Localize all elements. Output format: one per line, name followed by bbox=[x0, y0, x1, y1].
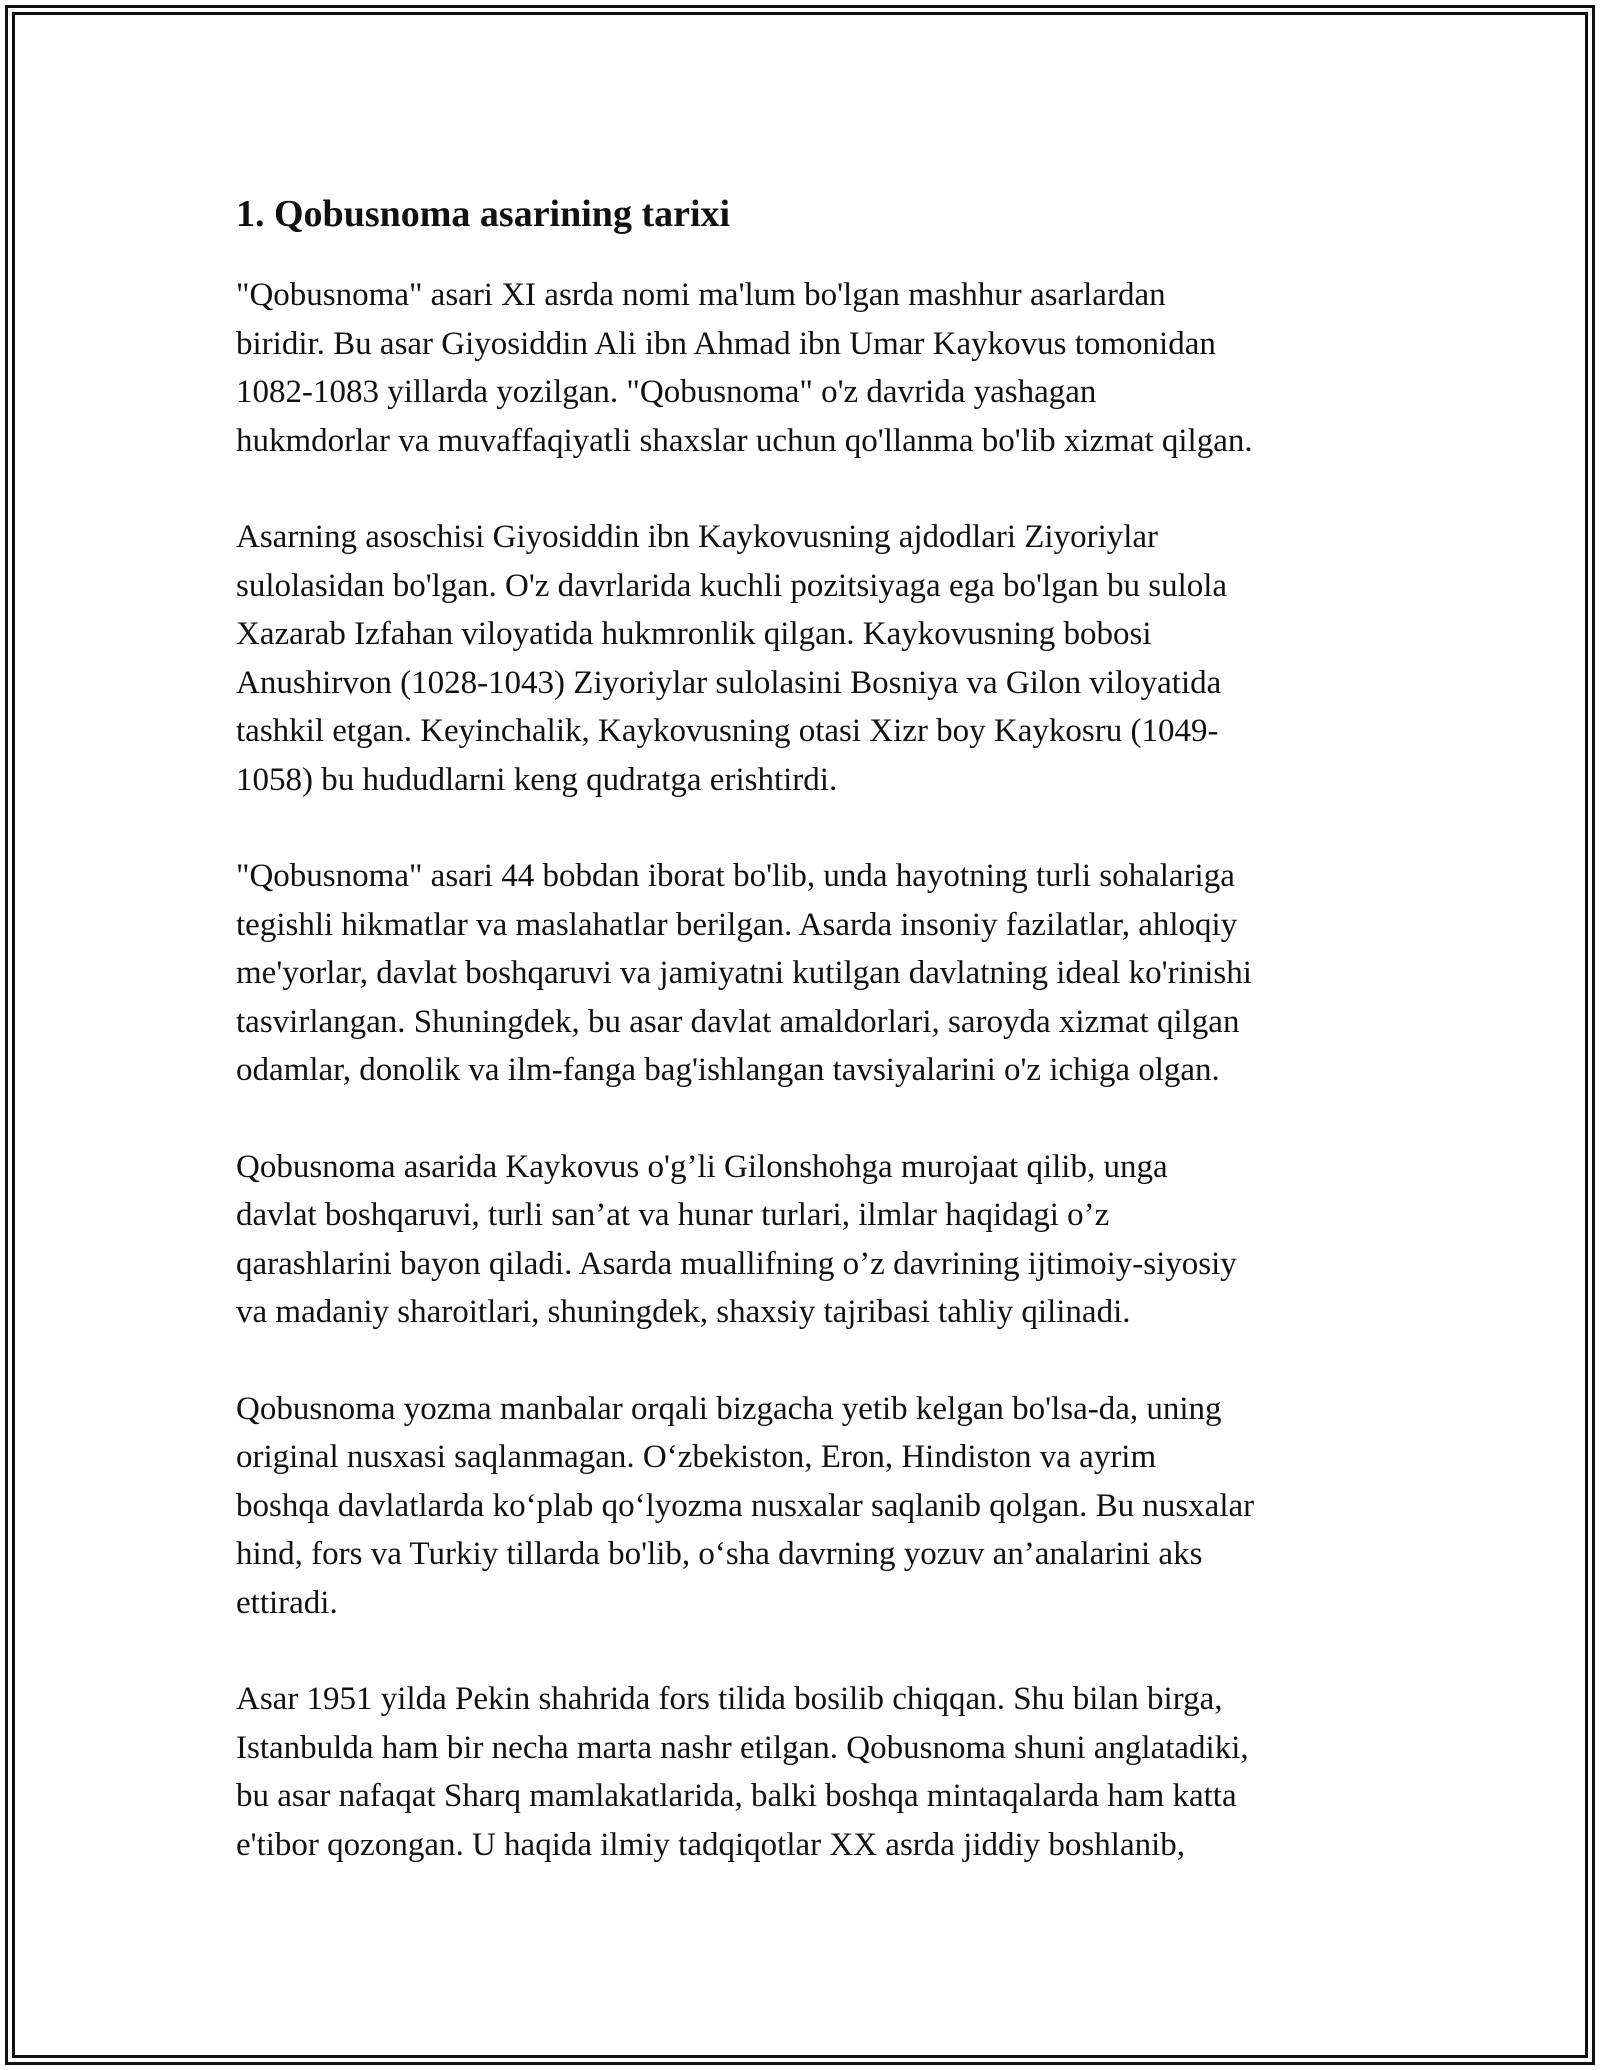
section-title: 1. Qobusnoma asarining tarixi bbox=[236, 193, 731, 235]
paragraph-4: Qobusnoma asarida Kaykovus o'g’li Gilonshohga murojaat qilib, unga davlat boshqaruvi, turli san’at va hunar turlari, ilmlar haqidagi o’z qarashlarini bayon qiladi. Asarda muallifning o’z davrining ijtimoiy-siyosiy va madaniy sharoitlari, shuningdek, shaxsiy tajribasi tahliy qilinadi. bbox=[236, 1148, 1237, 1330]
paragraph-3: "Qobusnoma" asari 44 bobdan iborat bo'lib, unda hayotning turli sohalariga tegishli hikmatlar va maslahatlar berilgan. Asarda insoniy fazilatlar, ahloqiy me'yorlar, davlat boshqaruvi va jamiyatni kutilgan davlatning ideal ko'rinishi tasvirlangan. Shuningdek, bu asar davlat amaldorlari, saroyda xizmat qilgan odamlar, donolik va ilm-fanga bag'ishlangan tavsiyalarini o'z ichiga olgan. bbox=[236, 858, 1252, 1088]
paragraph-1: "Qobusnoma" asari XI asrda nomi ma'lum bo'lgan mashhur asarlardan biridir. Bu asar Giyosiddin Ali ibn Ahmad ibn Umar Kaykovus tomonidan 1082-1083 yillarda yozilgan. "Qobusnoma" o'z davrida yashagan hukmdorlar va muvaffaqiyatli shaxslar uchun qo'llanma bo'lib xizmat qilgan. bbox=[236, 277, 1253, 459]
paragraph-5: Qobusnoma yozma manbalar orqali bizgacha yetib kelgan bo'lsa-da, uning original nusxasi saqlanmagan. O‘zbekiston, Eron, Hindiston va ayrim boshqa davlatlarda ko‘plab qo‘lyozma nusxalar saqlanib qolgan. Bu nusxalar hind, fors va Turkiy tillarda bo'lib, o‘sha davrning yozuv an’analarini aks ettiradi. bbox=[236, 1390, 1255, 1621]
document-body bbox=[236, 185, 1376, 1917]
paragraph-6: Asar 1951 yilda Pekin shahrida fors tilida bosilib chiqqan. Shu bilan birga, Istanbulda ham bir necha marta nashr etilgan. Qobusnoma shuni anglatadiki, bu asar nafaqat Sharq mamlakatlarida, balki boshqa mintaqalarda ham katta e'tibor qozongan. U haqida ilmiy tadqiqotlar XX asrda jiddiy boshlanib, bbox=[236, 1681, 1249, 1863]
paragraph-2: Asarning asoschisi Giyosiddin ibn Kaykovusning ajdodlari Ziyoriylar sulolasidan bo'lgan. O'z davrlarida kuchli pozitsiyaga ega bo'lgan bu sulola Xazarab Izfahan viloyatida hukmronlik qilgan. Kaykovusning bobosi Anushirvon (1028-1043) Ziyoriylar sulolasini Bosniya va Gilon viloyatida tashkil etgan. Keyinchalik, Kaykovusning otasi Xizr boy Kaykosru (1049- 1058) bu hududlarni keng qudratga erishtirdi. bbox=[236, 519, 1228, 798]
